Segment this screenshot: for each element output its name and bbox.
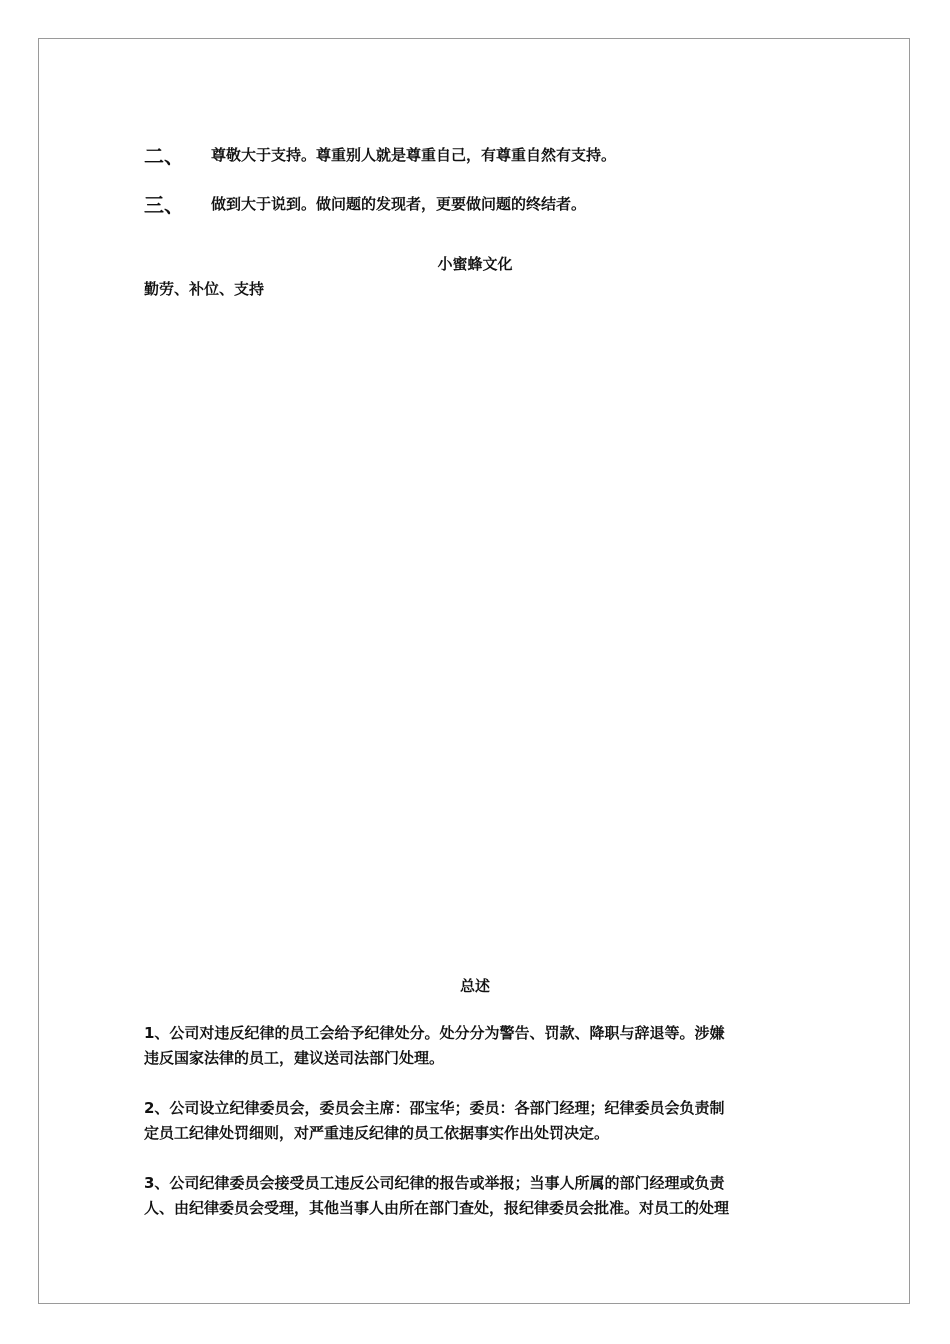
paragraph-line: 1、公司对违反纪律的员工会给予纪律处分。处分分为警告、罚款、降职与辞退等。涉嫌 bbox=[144, 1024, 725, 1042]
principle-text: 做到大于说到。做问题的发现者，更要做问题的终结者。 bbox=[211, 195, 587, 213]
principle-number: 三、 bbox=[144, 193, 184, 217]
principle-text: 尊敬大于支持。尊重别人就是尊重自己，有尊重自然有支持。 bbox=[211, 146, 617, 164]
summary-paragraph-3 bbox=[144, 1171, 814, 1221]
culture-values: 勤劳、补位、支持 bbox=[144, 280, 265, 298]
paragraph-line: 人、由纪律委员会受理，其他当事人由所在部门查处，报纪律委员会批准。对员工的处理 bbox=[144, 1199, 730, 1217]
paragraph-line: 违反国家法律的员工，建议送司法部门处理。 bbox=[144, 1049, 445, 1067]
principle-number: 二、 bbox=[144, 144, 184, 168]
paragraph-line: 定员工纪律处罚细则，对严重违反纪律的员工依据事实作出处罚决定。 bbox=[144, 1124, 610, 1142]
culture-title: 小蜜蜂文化 bbox=[437, 255, 513, 273]
summary-paragraph-1 bbox=[144, 1021, 814, 1071]
summary-title: 总述 bbox=[459, 977, 490, 995]
paragraph-line: 3、公司纪律委员会接受员工违反公司纪律的报告或举报；当事人所属的部门经理或负责 bbox=[144, 1174, 725, 1192]
summary-paragraph-2 bbox=[144, 1096, 814, 1146]
paragraph-line: 2、公司设立纪律委员会，委员会主席：邵宝华；委员：各部门经理；纪律委员会负责制 bbox=[144, 1099, 725, 1117]
